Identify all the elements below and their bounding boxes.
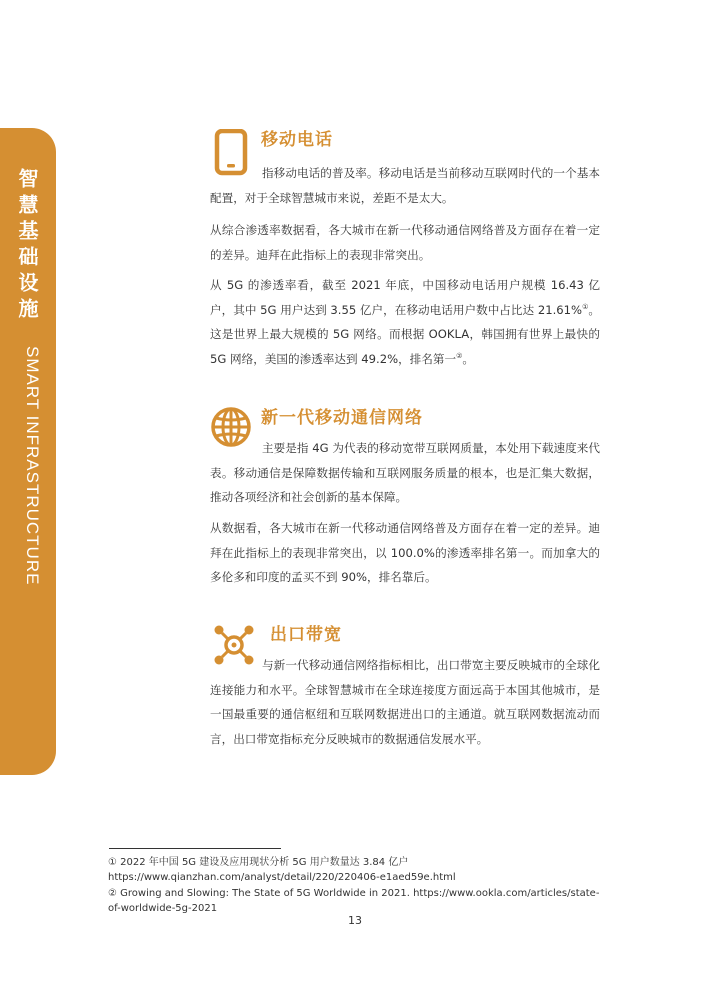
paragraph: 从综合渗透率数据看，各大城市在新一代移动通信网络普及方面存在着一定的差异。迪拜在此指标上的表现非常突出。 xyxy=(210,223,600,262)
page-number: 13 xyxy=(348,914,362,927)
section-mobile-phone xyxy=(210,125,605,375)
section-title-en: SMART INFRASTRUCTURE xyxy=(23,346,42,586)
paragraph: 主要是指 4G 为代表的移动宽带互联网质量，本处用下载速度来代表。移动通信是保障数据传输和互联网服务质量的根本，也是汇集大数据，推动各项经济和社会创新的基本保障。 xyxy=(210,441,600,505)
footnote: ① 2022 年中国 5G 建设及应用现状分析 5G 用户数量达 3.84 亿户 xyxy=(108,857,409,868)
footnote-url: https://www.qianzhan.com/analyst/detail/220/220406-e1aed59e.html xyxy=(108,872,456,884)
footnote-ref: ② xyxy=(456,351,463,360)
footnote-ref: ① xyxy=(582,302,589,311)
section-heading: 移动电话 xyxy=(261,130,333,150)
footnotes xyxy=(108,855,608,917)
paragraph: 从数据看，各大城市在新一代移动通信网络普及方面存在着一定的差异。迪拜在此指标上的表现非常突出，以 100.0%的渗透率排名第一。而加拿大的多伦多和印度的孟买不到 90%，排名靠后。 xyxy=(210,521,600,585)
paragraph xyxy=(210,273,600,371)
footnote-divider xyxy=(109,848,281,849)
paragraph: 与新一代移动通信网络指标相比，出口带宽主要反映城市的全球化连接能力和水平。全球智慧城市在全球连接度方面远高于本国其他城市，是一国最重要的通信枢纽和互联网数据进出口的主通道。就互联网数据流动而言，出口带宽指标充分反映城市的数据通信发展水平。 xyxy=(210,658,600,746)
section-heading: 新一代移动通信网络 xyxy=(261,408,423,428)
paragraph-text: 。 xyxy=(462,351,474,366)
section-export-bandwidth xyxy=(210,620,605,750)
footnote: ② Growing and Slowing: The State of 5G Worldwide in 2021. https://www.ookla.com/articles/state-of-worldwide-5g-2021 xyxy=(108,887,600,915)
paragraph-text: 从 5G 的渗透率看，截至 2021 年底，中国移动电话用户规模 16.43 亿户，其中 5G 用户达到 3.55 亿户，在移动电话用户数中占比达 21.61% xyxy=(210,278,600,317)
section-heading: 出口带宽 xyxy=(270,625,342,645)
section-tab xyxy=(0,128,56,775)
paragraph-text: 。这是世界上最大规模的 5G 网络。而根据 OOKLA，韩国拥有世界上最快的 5G 网络，美国的渗透率达到 49.2%，排名第一 xyxy=(210,302,601,366)
section-title-zh: 智慧基础设施 xyxy=(15,168,39,324)
paragraph: 指移动电话的普及率。移动电话是当前移动互联网时代的一个基本配置，对于全球智慧城市来说，差距不是太大。 xyxy=(210,166,600,205)
section-mobile-network xyxy=(210,403,605,593)
